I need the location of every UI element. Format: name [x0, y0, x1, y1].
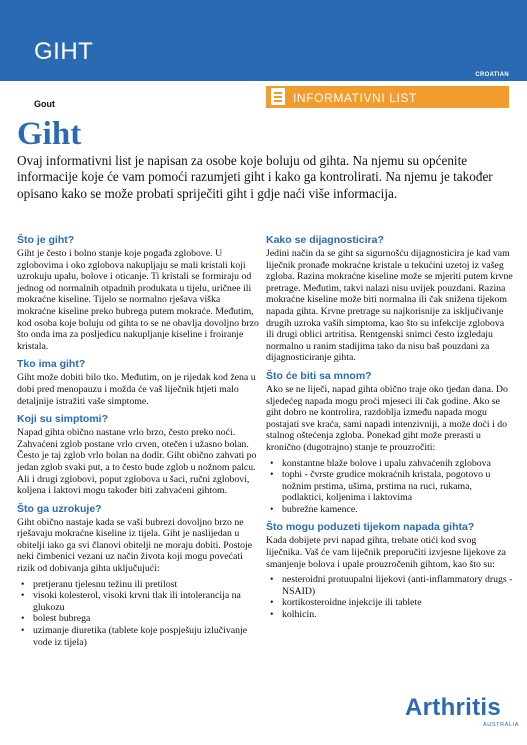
section-body: Giht je često i bolno stanje koje pogađa zglobove. U zglobovima i oko zglobova nakupljaju se mali kristali koji uzrokuju upalu, bolove i oticanje. Ti kristali se formiraju od jednog od normalnih otpadnih produkata u tijelu, uričnee ili mokraćne kiseline. Tijelo se normalno rješava viška mokraćne kiseline preko bubrega putem mokraće. Međutim, kod osoba koje boluju od gihta to se ne obavlja dovoljno brzo što onda ima za posljedicu nakupljanje kiseline i froiranje kristala. [17, 248, 259, 352]
section-what-is-gout [17, 234, 260, 352]
header-title: GIHT [34, 38, 94, 65]
section-symptoms [17, 413, 260, 497]
section-who-gets-gout [17, 358, 260, 407]
risk-factor-list [17, 579, 260, 649]
english-subtitle: Gout [34, 99, 55, 109]
document-icon [271, 88, 285, 105]
language-label: CROATIAN [475, 72, 509, 78]
list-item: • tophi - čvrste grudice mokraćnih kristala, pogotovo u nožnim prstima, ušima, prstima na ruci, rukama, podlaktici, koljenima i laktovima [266, 469, 513, 504]
right-column [266, 234, 513, 627]
section-body: Giht može dobiti bilo tko. Međutim, on je rijedak kod žena u dobi pred menopauzu i možda će vaš liječnik htjeti malo detaljnije istražiti vaše simptome. [17, 372, 256, 407]
section-heading: Kako se dijagnosticira? [266, 234, 384, 246]
list-item: • konstantne blaže bolove i upalu zahvaćenih zglobova [266, 458, 513, 470]
list-item: • visoki kolesterol, visoki krvni tlak ili intolerancija na glukozu [17, 590, 260, 613]
section-during-attack [266, 521, 513, 620]
section-outlook [266, 370, 513, 516]
chronic-effects-list [266, 458, 513, 516]
medication-list [266, 574, 513, 620]
section-body: Kada dobijete prvi napad gihta, trebate otići kod svog liječnika. Vaš će vam liječnik preporučiti izvjesne lijekove za smanjenje bolova i upale prouzročenih gihtom, kao što su: [266, 535, 507, 570]
list-item: • pretjeranu tjelesnu težinu ili pretilost [17, 579, 260, 591]
section-heading: Koji su simptomi? [17, 413, 109, 426]
section-heading: Što je giht? [17, 234, 75, 246]
logo-name: Arthritis [405, 694, 502, 721]
left-column [17, 234, 260, 654]
list-item: • nesteroidni protuupalni lijekovi (anti-inflammatory drugs -NSAID) [266, 574, 513, 597]
list-item: • kolhicin. [266, 609, 513, 621]
intro-paragraph: Ovaj informativni list je napisan za osobe koje boluju od gihta. Na njemu su općenite informacije koje će vam pomoći razumjeti giht i kako ga kontrolirati. Na njemu je također opisano kako se može probati spriječiti giht i gdje naći više informacija. [17, 153, 493, 201]
list-item: • bubrežne kamence. [266, 504, 513, 516]
info-banner-label: INFORMATIVNI LIST [293, 91, 417, 105]
section-diagnosis [266, 234, 513, 364]
list-item: • kortikosteroidne injekcije ili tablete [266, 597, 513, 609]
section-heading: Što će biti sa mnom? [266, 369, 372, 382]
page-title: Giht [17, 116, 82, 152]
section-body: Jedini način da se giht sa sigurnošću dijagnosticira je kad vam liječnik pronađe mokraćne kristale u tekućini uzetoj iz vašeg zgloba. Razina mokraćne kiseline može se mjeriti putem krvne pretrage. Međutim, takvi nalazi nisu uvijek pouzdani. Razina mokraćne kiseline može biti normalna ili čak snižena tijekom napada gihta. Krvne pretrage su najkorisnije za isključivanje drugih uzroka vaših simptoma, kao što su infekcije zglobova ili drugi oblici artritisa. Rentgenski snimci često izgledaju normalno u ranim stadijima tako da nisu baš pouzdani za dijagnosticiranje gihta. [266, 248, 513, 364]
section-heading: Tko ima giht? [17, 358, 86, 371]
section-body: Ako se ne liječi, napad gihta obično traje oko tjedan dana. Do sljedećeg napada mogu proći mjeseci ili čak godine. Ako se giht dobro ne kontrolira, razdoblja između napada mogu postajati sve kraća, sami napadi intenzivniji, a može doći i do stalnog oštećenja zgloba. Ponekad giht može prerasti u kronično (dugotrajno) stanje te prouzročiti: [266, 383, 508, 453]
section-causes [17, 503, 260, 649]
section-body: Giht obično nastaje kada se vaši bubrezi dovoljno brzo ne rješavaju mokraćne kiseline iz tijela. Giht je naslijedan u obitelji iako ga svi članovi obitelji ne moraju dobiti. Postoje neki čimbenici vezani uz način života koji mogu povećati rizik od dobivanja gihta uključujući: [17, 516, 253, 575]
section-heading: Što mogu poduzeti tijekom napada gihta? [266, 521, 475, 534]
list-item: • uzimanje diuretika (tablete koje pospješuju izlučivanje vode iz tijela) [17, 625, 260, 648]
logo-subtext: AUSTRALIA [483, 722, 519, 728]
section-body: Napad gihta obično nastane vrlo brzo, često preko noći. Zahvaćeni zglob postane vrlo crven, otečen i užasno bolan. Često je taj zglob vrlo bolan na dodir. Giht obično zahvati po jedan zglob svaki put, a to često bude zglob u nožnom palcu. Ali i drugi zglobovi, poput zglobova u šaci, ručni zglobovi, koljena i laktovi mogu također biti zahvaćeni gihtom. [17, 427, 257, 497]
section-heading: Što ga uzrokuje? [17, 502, 102, 515]
list-item: • bolest bubrega [17, 613, 260, 625]
arthritis-australia-logo [405, 694, 519, 728]
